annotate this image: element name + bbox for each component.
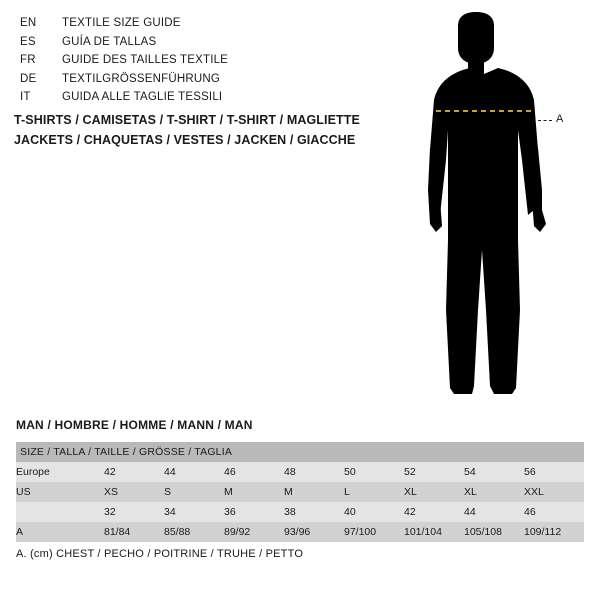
table-cell: XS [104, 482, 164, 502]
table-cell: 46 [224, 462, 284, 482]
row-label: Europe [16, 462, 104, 482]
language-text: GUIDE DES TAILLES TEXTILE [62, 54, 229, 66]
table-cell: 105/108 [464, 522, 524, 542]
table-cell: 52 [404, 462, 464, 482]
male-torso-silhouette-icon [410, 10, 590, 400]
table-cell: 42 [104, 462, 164, 482]
table-cell: 97/100 [344, 522, 404, 542]
table-note: A. (cm) CHEST / PECHO / POITRINE / TRUHE / PETTO [16, 548, 304, 560]
table-title: MAN / HOMBRE / HOMME / MANN / MAN [16, 418, 253, 432]
table-row [16, 462, 584, 482]
language-list [20, 14, 380, 107]
table-cell: XL [464, 482, 524, 502]
table-cell: 109/112 [524, 522, 584, 542]
table-row [16, 522, 584, 542]
language-text: TEXTILGRÖSSENFÜHRUNG [62, 72, 220, 85]
measure-leader-line [538, 120, 552, 121]
row-label: US [16, 482, 104, 502]
table-cell: 36 [224, 502, 284, 522]
language-code: EN [20, 17, 37, 29]
table-cell: 85/88 [164, 522, 224, 542]
table-cell: 89/92 [224, 522, 284, 542]
table-cell: 42 [404, 502, 464, 522]
table-cell: S [164, 482, 224, 502]
language-text: GUIDA ALLE TAGLIE TESSILI [62, 91, 223, 103]
table-cell: 46 [524, 502, 584, 522]
table-cell: 93/96 [284, 522, 344, 542]
size-table [16, 442, 584, 542]
language-row [20, 14, 380, 33]
language-code: ES [20, 35, 36, 48]
table-cell: 50 [344, 462, 404, 482]
table-header-label: SIZE / TALLA / TAILLE / GRÖSSE / TAGLIA [16, 442, 584, 462]
table-cell: 32 [104, 502, 164, 522]
table-cell: L [344, 482, 404, 502]
language-text: TEXTILE SIZE GUIDE [62, 17, 181, 29]
table-row [16, 482, 584, 502]
table-cell: 54 [464, 462, 524, 482]
language-code: FR [20, 54, 36, 66]
table-cell: 34 [164, 502, 224, 522]
table-cell: XL [404, 482, 464, 502]
category-headings [14, 110, 414, 150]
table-cell: M [224, 482, 284, 502]
table-cell: 101/104 [404, 522, 464, 542]
language-row [20, 51, 380, 70]
language-code: IT [20, 91, 31, 103]
table-cell: 56 [524, 462, 584, 482]
table-header-row [16, 442, 584, 462]
table-row [16, 502, 584, 522]
table-cell: 38 [284, 502, 344, 522]
table-cell: 44 [164, 462, 224, 482]
category-jackets: JACKETS / CHAQUETAS / VESTES / JACKEN / GIACCHE [14, 133, 356, 147]
table-cell: 40 [344, 502, 404, 522]
table-cell: 81/84 [104, 522, 164, 542]
table-cell: 48 [284, 462, 344, 482]
category-tshirts: T-SHIRTS / CAMISETAS / T-SHIRT / T-SHIRT / MAGLIETTE [14, 113, 360, 127]
language-row [20, 33, 380, 52]
language-code: DE [20, 72, 37, 85]
row-label: A [16, 522, 104, 542]
language-row [20, 70, 380, 89]
table-cell: 44 [464, 502, 524, 522]
language-text: GUÍA DE TALLAS [62, 35, 157, 48]
table-cell: XXL [524, 482, 584, 502]
row-label [16, 502, 104, 522]
table-cell: M [284, 482, 344, 502]
measure-label-a: A [556, 113, 564, 125]
language-row [20, 88, 380, 107]
figure-illustration [410, 10, 590, 400]
